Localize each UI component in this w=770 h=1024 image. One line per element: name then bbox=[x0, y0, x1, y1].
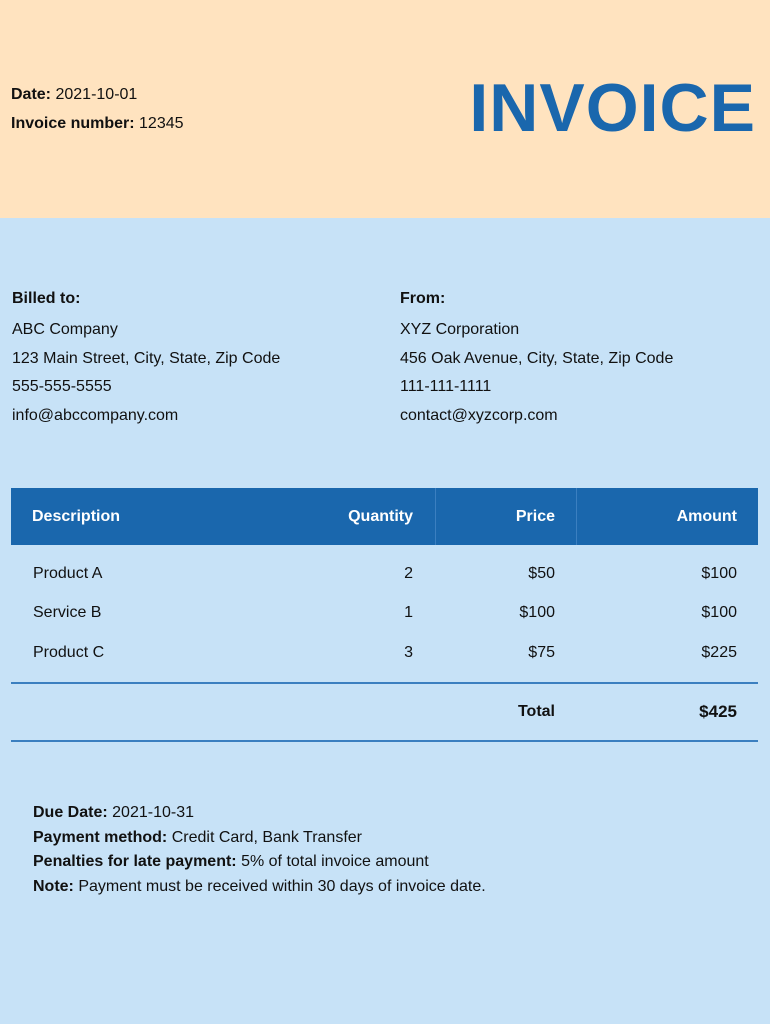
billed-to-phone: 555-555-5555 bbox=[12, 378, 112, 395]
from-email: contact@xyzcorp.com bbox=[400, 406, 558, 424]
column-header-quantity: Quantity bbox=[348, 508, 413, 525]
table-row bbox=[11, 641, 758, 665]
billed-to-name: ABC Company bbox=[12, 321, 118, 338]
invoice-header bbox=[0, 0, 770, 218]
from-phone: 111-111-1111 bbox=[400, 378, 492, 395]
total-row bbox=[11, 700, 758, 724]
total-value: $425 bbox=[699, 702, 737, 721]
late-penalty-line bbox=[33, 851, 486, 873]
column-divider bbox=[576, 488, 577, 545]
from-name: XYZ Corporation bbox=[400, 321, 520, 338]
invoice-number-label: Invoice number: bbox=[11, 115, 135, 132]
term-label: Note: bbox=[33, 877, 74, 895]
due-date-line bbox=[33, 802, 486, 824]
term-value: Credit Card, Bank Transfer bbox=[171, 828, 362, 846]
term-label: Penalties for late payment: bbox=[33, 853, 237, 870]
term-value: 5% of total invoice amount bbox=[241, 853, 429, 870]
table-divider bbox=[11, 740, 758, 742]
row-quantity: 2 bbox=[404, 565, 413, 582]
invoice-number bbox=[11, 114, 184, 134]
payment-method-line bbox=[33, 827, 486, 849]
term-label: Due Date: bbox=[33, 804, 108, 821]
from-heading: From: bbox=[400, 290, 446, 307]
column-header-amount: Amount bbox=[676, 508, 737, 525]
row-price: $100 bbox=[519, 604, 555, 621]
term-value: 2021-10-31 bbox=[112, 804, 194, 821]
invoice-title: INVOICE bbox=[469, 70, 756, 146]
billed-to-address: 123 Main Street, City, State, Zip Code bbox=[12, 349, 281, 367]
row-price: $75 bbox=[528, 644, 555, 661]
from-address: 456 Oak Avenue, City, State, Zip Code bbox=[400, 349, 674, 367]
column-divider bbox=[435, 488, 436, 545]
table-divider bbox=[11, 682, 758, 684]
billed-to-email: info@abccompany.com bbox=[12, 406, 179, 424]
payment-terms bbox=[33, 802, 486, 900]
row-amount: $100 bbox=[701, 565, 737, 582]
term-value: Payment must be received within 30 days of invoice date. bbox=[78, 877, 486, 895]
table-row bbox=[11, 562, 758, 586]
row-quantity: 3 bbox=[404, 644, 413, 661]
table-row bbox=[11, 601, 758, 625]
column-header-description: Description bbox=[32, 508, 121, 525]
items-table-header bbox=[11, 488, 758, 545]
invoice-date bbox=[11, 85, 137, 105]
note-line bbox=[33, 876, 486, 898]
billed-to-block bbox=[12, 289, 372, 434]
row-description: Product C bbox=[33, 644, 105, 661]
total-label: Total bbox=[517, 703, 555, 720]
from-block bbox=[400, 289, 760, 434]
billed-to-heading: Billed to: bbox=[12, 290, 81, 307]
invoice-date-value: 2021-10-01 bbox=[55, 86, 138, 103]
invoice-date-label: Date: bbox=[11, 86, 52, 103]
invoice-number-value: 12345 bbox=[139, 115, 184, 132]
row-description: Product A bbox=[33, 565, 103, 582]
row-amount: $225 bbox=[701, 644, 737, 661]
row-price: $50 bbox=[528, 565, 555, 582]
term-label: Payment method: bbox=[33, 828, 168, 846]
column-header-price: Price bbox=[515, 508, 555, 525]
row-description: Service B bbox=[33, 604, 102, 621]
row-amount: $100 bbox=[701, 604, 737, 621]
row-quantity: 1 bbox=[404, 604, 413, 621]
